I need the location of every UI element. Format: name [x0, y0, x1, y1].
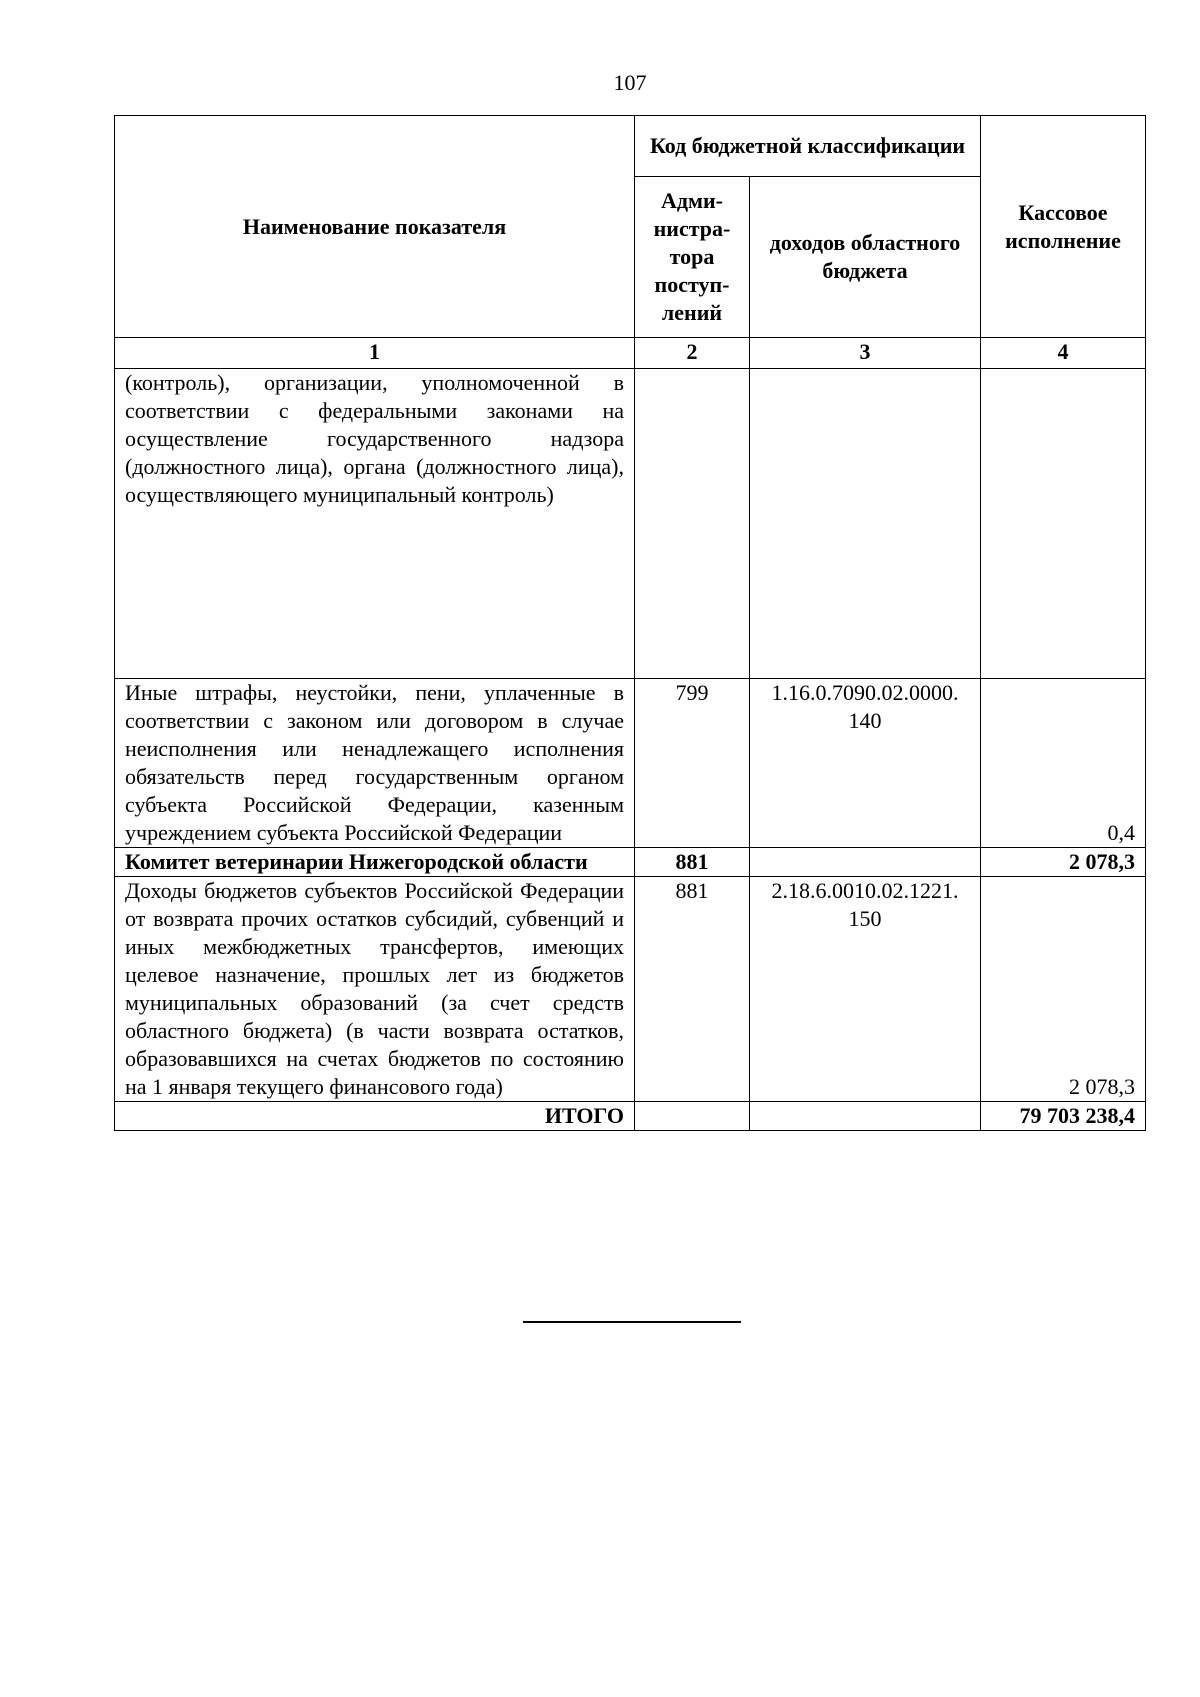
table-row	[115, 679, 1146, 848]
table-row	[115, 369, 1146, 679]
column-number: 3	[750, 338, 981, 369]
row-name: Иные штрафы, неустойки, пени, уплаченные в соответствии с законом или договором в случае неисполнения или ненадлежащего исполнения обязательств перед государственным органом субъекта Российской Федерации, казенным учреждением субъекта Российской Федерации	[115, 679, 635, 848]
header-name: Наименование показателя	[115, 116, 635, 338]
row-amount	[981, 369, 1146, 679]
total-label: ИТОГО	[115, 1102, 635, 1131]
total-row	[115, 1102, 1146, 1131]
row-admin: 881	[635, 877, 750, 1102]
footer-separator-line	[523, 1321, 741, 1323]
row-admin: 799	[635, 679, 750, 848]
column-number: 2	[635, 338, 750, 369]
row-name: Комитет ветеринарии Нижегородской области	[115, 848, 635, 877]
table-row	[115, 877, 1146, 1102]
total-code-empty	[750, 1102, 981, 1131]
total-admin-empty	[635, 1102, 750, 1131]
total-amount: 79 703 238,4	[981, 1102, 1146, 1131]
column-number-row	[115, 338, 1146, 369]
page-number: 107	[613, 70, 647, 95]
row-code	[750, 848, 981, 877]
row-name: Доходы бюджетов субъектов Российской Федерации от возврата прочих остатков субсидий, субвенций и иных межбюджетных трансфертов, имеющих целевое назначение, прошлых лет из бюджетов муниципальных образований (за счет средств областного бюджета) (в части возврата остатков, образовавшихся на счетах бюджетов по состоянию на 1 января текущего финансового года)	[115, 877, 635, 1102]
row-code	[750, 369, 981, 679]
row-name: (контроль), организации, уполномоченной в соответствии с федеральными законами на осуществление государственного надзора (должностного лица), органа (должностного лица), осуществляющего муниципальный контроль)	[115, 369, 635, 679]
header-row-1	[115, 116, 1146, 177]
header-income: доходов областного бюджета	[750, 177, 981, 338]
row-admin: 881	[635, 848, 750, 877]
column-number: 1	[115, 338, 635, 369]
row-code: 1.16.0.7090.02.0000. 140	[750, 679, 981, 848]
budget-table	[114, 115, 1146, 1131]
row-amount: 2 078,3	[981, 848, 1146, 877]
table-row	[115, 848, 1146, 877]
header-execution: Кассовое исполнение	[981, 116, 1146, 338]
row-admin	[635, 369, 750, 679]
header-code-group: Код бюджетной классификации	[635, 116, 981, 177]
column-number: 4	[981, 338, 1146, 369]
header-admin: Адми-нистра-тора поступ-лений	[635, 177, 750, 338]
row-amount: 0,4	[981, 679, 1146, 848]
row-code: 2.18.6.0010.02.1221. 150	[750, 877, 981, 1102]
row-amount: 2 078,3	[981, 877, 1146, 1102]
